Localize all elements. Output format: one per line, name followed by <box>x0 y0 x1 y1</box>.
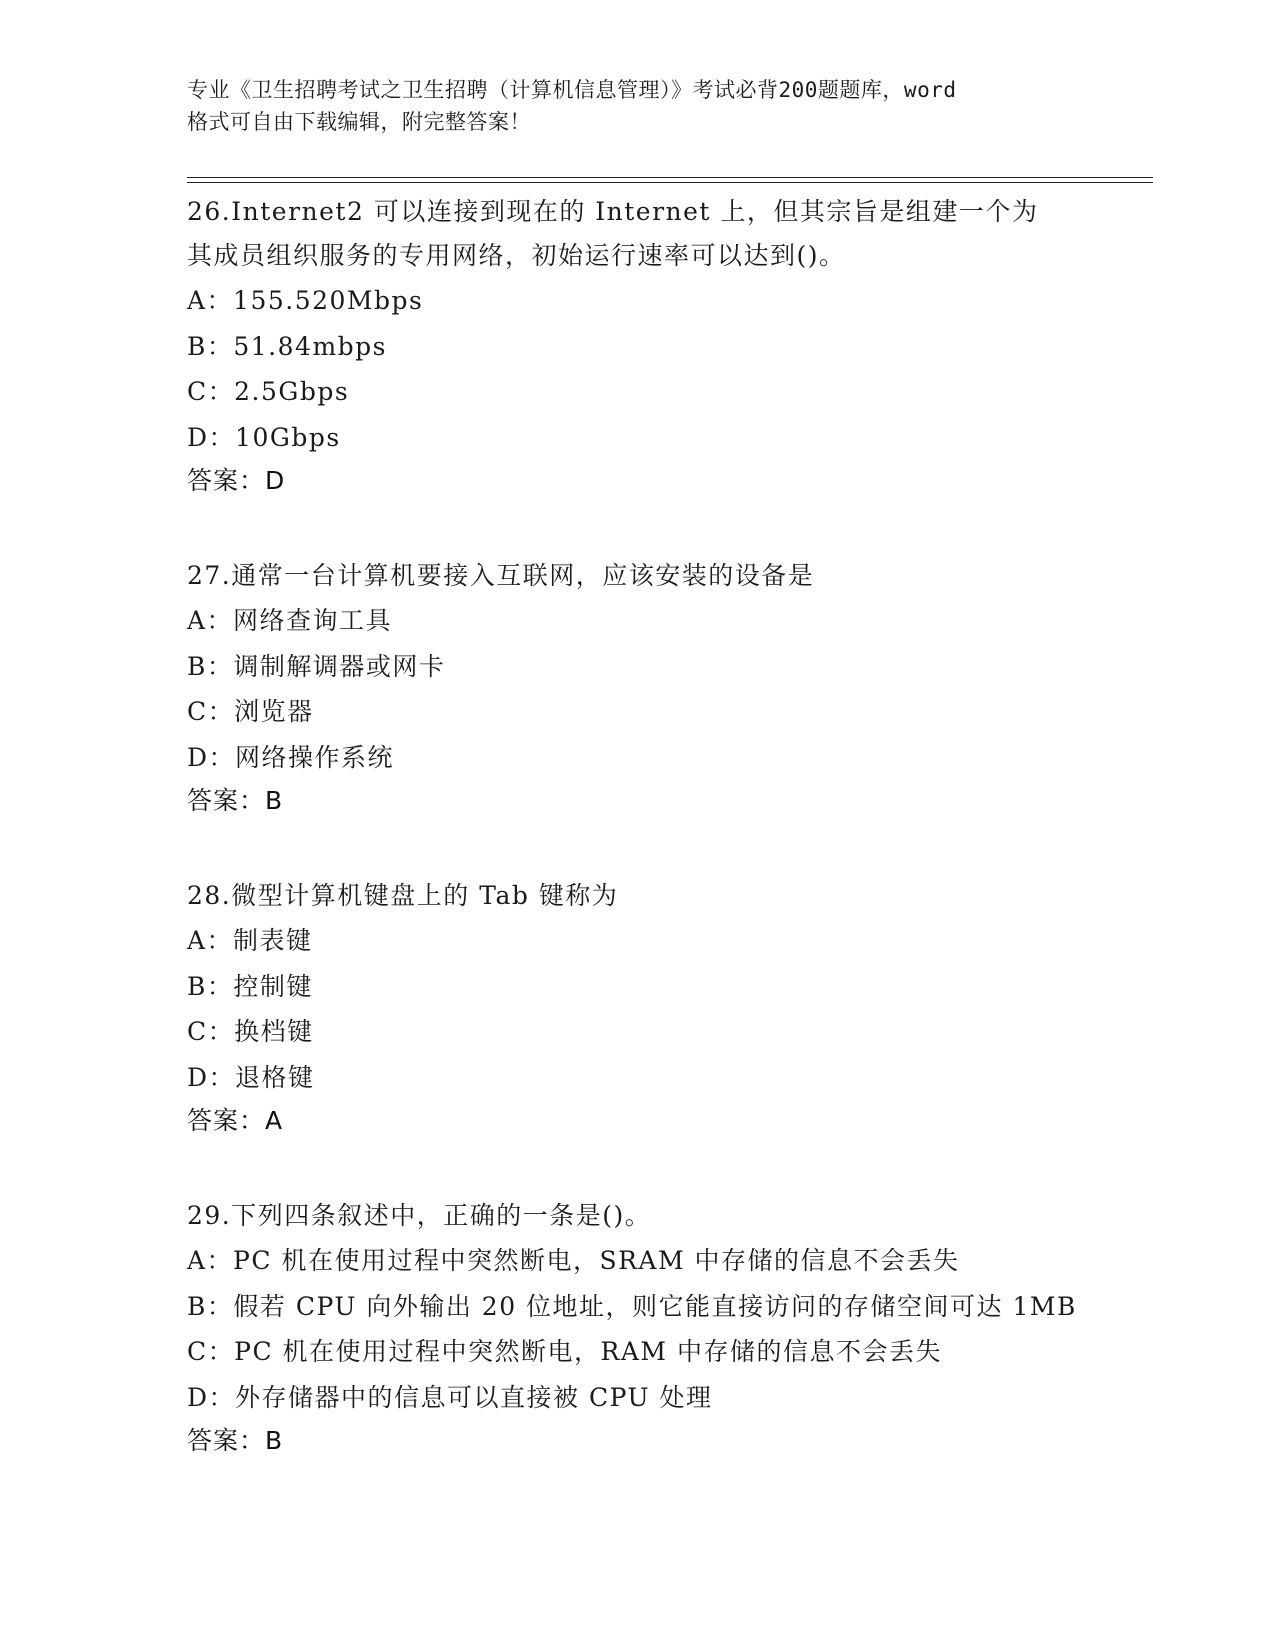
answer-line: 答案：B <box>187 1426 284 1455</box>
question-stem <box>187 874 1087 918</box>
question-28 <box>187 874 1087 1142</box>
question-stem <box>187 190 1087 278</box>
option-a: A：制表键 <box>187 926 313 955</box>
header-divider-top <box>187 177 1153 178</box>
question-spacer <box>187 1142 1087 1194</box>
option-b: B：51.84mbps <box>187 331 387 361</box>
question-list <box>187 190 1087 1462</box>
question-26 <box>187 190 1087 502</box>
question-27 <box>187 554 1087 822</box>
option-d: D：10Gbps <box>187 422 341 452</box>
question-stem <box>187 1194 1087 1238</box>
question-stem-line: 其成员组织服务的专用网络，初始运行速率可以达到()。 <box>187 241 846 270</box>
option-b: B：假若 CPU 向外输出 20 位地址，则它能直接访问的存储空间可达 1MB <box>187 1291 1077 1321</box>
question-stem-line: 27.通常一台计算机要接入互联网，应该安装的设备是 <box>187 561 815 590</box>
option-d: D：外存储器中的信息可以直接被 CPU 处理 <box>187 1382 713 1412</box>
document-header <box>187 74 1087 138</box>
option-a: A：PC 机在使用过程中突然断电，SRAM 中存储的信息不会丢失 <box>187 1246 960 1275</box>
answer-line: 答案：D <box>187 466 286 495</box>
option-b: B：控制键 <box>187 971 313 1001</box>
option-c: C：2.5Gbps <box>187 377 350 406</box>
question-stem <box>187 554 1087 598</box>
option-d: D：网络操作系统 <box>187 742 395 772</box>
option-b: B：调制解调器或网卡 <box>187 651 446 681</box>
option-d: D：退格键 <box>187 1062 315 1092</box>
question-stem-line: 28.微型计算机键盘上的 Tab 键称为 <box>187 881 619 910</box>
option-a: A：155.520Mbps <box>187 286 424 315</box>
question-29 <box>187 1194 1087 1462</box>
answer-line: 答案：B <box>187 786 284 815</box>
question-stem-line: 29.下列四条叙述中，正确的一条是()。 <box>187 1201 652 1230</box>
header-divider-bottom <box>187 182 1153 183</box>
option-a: A：网络查询工具 <box>187 606 393 635</box>
question-stem-line: 26.Internet2 可以连接到现在的 Internet 上，但其宗旨是组建一个为 <box>187 197 1039 226</box>
question-spacer <box>187 502 1087 554</box>
header-title-line-2: 格式可自由下载编辑，附完整答案！ <box>187 110 531 134</box>
option-c: C：换档键 <box>187 1017 314 1046</box>
answer-line: 答案：A <box>187 1106 284 1135</box>
option-c: C：PC 机在使用过程中突然断电，RAM 中存储的信息不会丢失 <box>187 1337 942 1366</box>
option-c: C：浏览器 <box>187 697 314 726</box>
header-title-line-1: 专业《卫生招聘考试之卫生招聘（计算机信息管理）》考试必背200题题库，word <box>187 78 957 102</box>
question-spacer <box>187 822 1087 874</box>
